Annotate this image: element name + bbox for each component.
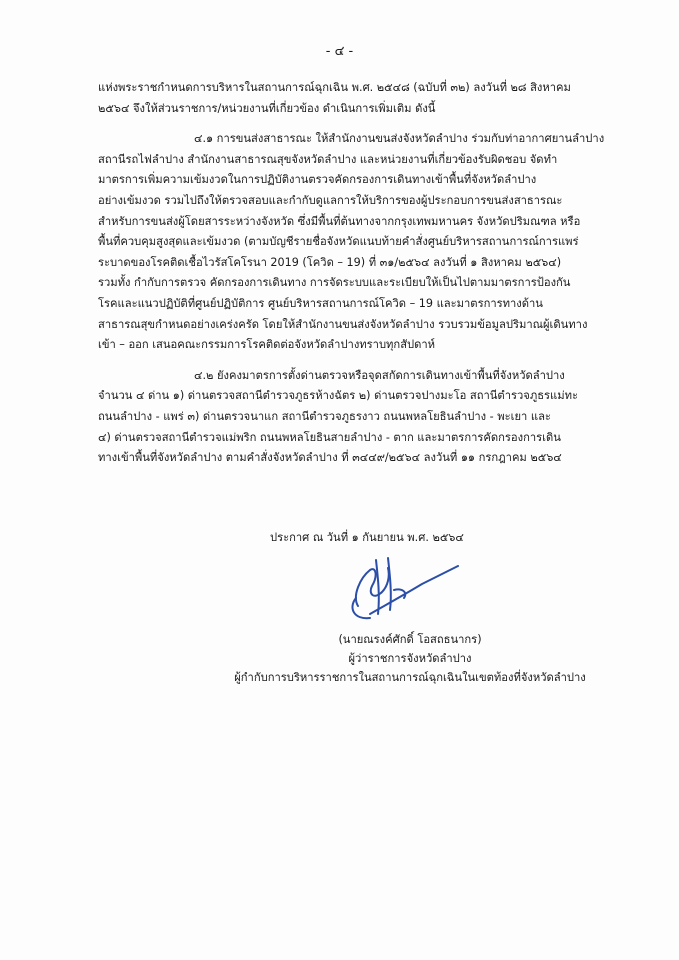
paragraph-line: ๔.๒ ยังคงมาตรการตั้งด่านตรวจหรือจุดสกัดการเดินทางเข้าพื้นที่จังหวัดลำปาง xyxy=(194,368,565,382)
paragraph-line: อย่างเข้มงวด รวมไปถึงให้ตรวจสอบและกำกับดูแลการให้บริการของผู้ประกอบการขนส่งสาธารณะ xyxy=(98,193,563,207)
paragraph-line: แห่งพระราชกำหนดการบริหารในสถานการณ์ฉุกเฉิน พ.ศ. ๒๕๔๘ (ฉบับที่ ๓๒) ลงวันที่ ๒๘ สิงหาคม xyxy=(98,81,571,94)
signatory-name: (นายณรงค์ศักดิ์ โอสถธนากร) xyxy=(338,633,482,646)
paragraph-line: ระบาดของโรคติดเชื้อไวรัสโคโรนา 2019 (โควิด – 19) ที่ ๓๑/๒๕๖๔ ลงวันที่ ๑ สิงหาคม ๒๕๖๔) xyxy=(98,255,562,269)
paragraph-line: จำนวน ๔ ด่าน ๑) ด่านตรวจสถานีตำรวจภูธรห้างฉัตร ๒) ด่านตรวจปางมะโอ สถานีตำรวจภูธรแม่ทะ xyxy=(98,389,579,403)
paragraph-line: พื้นที่ควบคุมสูงสุดและเข้มงวด (ตามบัญชีรายชื่อจังหวัดแนบท้ายคำสั่งศูนย์บริหารสถานการณ์การแพร่ xyxy=(98,235,579,249)
paragraph-line: รวมทั้ง กำกับการตรวจ คัดกรองการเดินทาง การจัดระบบและระเบียบให้เป็นไปตามมาตรการป้องกัน xyxy=(98,276,571,290)
paragraph-line: ๒๕๖๔ จึงให้ส่วนราชการ/หน่วยงานที่เกี่ยวข้อง ดำเนินการเพิ่มเติม ดังนี้ xyxy=(98,101,436,115)
paragraph-line: ถนนลำปาง - แพร่ ๓) ด่านตรวจนาแก สถานีตำรวจภูธรงาว ถนนพหลโยธินลำปาง - พะเยา และ xyxy=(98,409,551,423)
announcement-date: ประกาศ ณ วันที่ ๑ กันยายน พ.ศ. ๒๕๖๔ xyxy=(270,531,464,544)
signatory-block xyxy=(200,630,620,687)
paragraph-line: ๔) ด่านตรวจสถานีตำรวจแม่พริก ถนนพหลโยธินสายลำปาง - ตาก และมาตรการคัดกรองการเดิน xyxy=(98,430,561,444)
paragraph-line: โรคและแนวปฏิบัติที่ศูนย์ปฏิบัติการ ศูนย์บริหารสถานการณ์โควิด – 19 และมาตรการทางด้าน xyxy=(98,296,543,310)
page-number: - ๔ - xyxy=(325,44,354,59)
signatory-role: ผู้กำกับการบริหารราชการในสถานการณ์ฉุกเฉินในเขตท้องที่จังหวัดลำปาง xyxy=(234,671,586,684)
paragraph-line: เข้า – ออก เสนอคณะกรรมการโรคติดต่อจังหวัดลำปางทราบทุกสัปดาห์ xyxy=(98,338,436,352)
paragraph-line: มาตรการเพิ่มความเข้มงวดในการปฏิบัติงานตรวจคัดกรองการเดินทางเข้าพื้นที่จังหวัดลำปาง xyxy=(98,173,537,187)
signature-image xyxy=(318,548,468,628)
paragraph-line: สถานีรถไฟลำปาง สำนักงานสาธารณสุขจังหวัดลำปาง และหน่วยงานที่เกี่ยวข้องรับผิดชอบ จัดทำ xyxy=(98,152,558,166)
paragraph-line: ๔.๑ การขนส่งสาธารณะ ให้สำนักงานขนส่งจังหวัดลำปาง ร่วมกับท่าอากาศยานลำปาง xyxy=(194,132,605,146)
body-text xyxy=(98,78,618,469)
signatory-position: ผู้ว่าราชการจังหวัดลำปาง xyxy=(348,652,472,665)
paragraph-line: สาธารณสุขกำหนดอย่างเคร่งครัด โดยให้สำนักงานขนส่งจังหวัดลำปาง รวบรวมข้อมูลปริมาณผู้เดินทาง xyxy=(98,317,588,331)
paragraph-line: สำหรับการขนส่งผู้โดยสารระหว่างจังหวัด ซึ่งมีพื้นที่ต้นทางจากกรุงเทพมหานคร จังหวัดปริมณฑล หรือ xyxy=(98,214,581,228)
paragraph-line: ทางเข้าพื้นที่จังหวัดลำปาง ตามคำสั่งจังหวัดลำปาง ที่ ๓๔๔๙/๒๕๖๔ ลงวันที่ ๑๑ กรกฎาคม ๒๕๖๔ xyxy=(98,451,562,465)
